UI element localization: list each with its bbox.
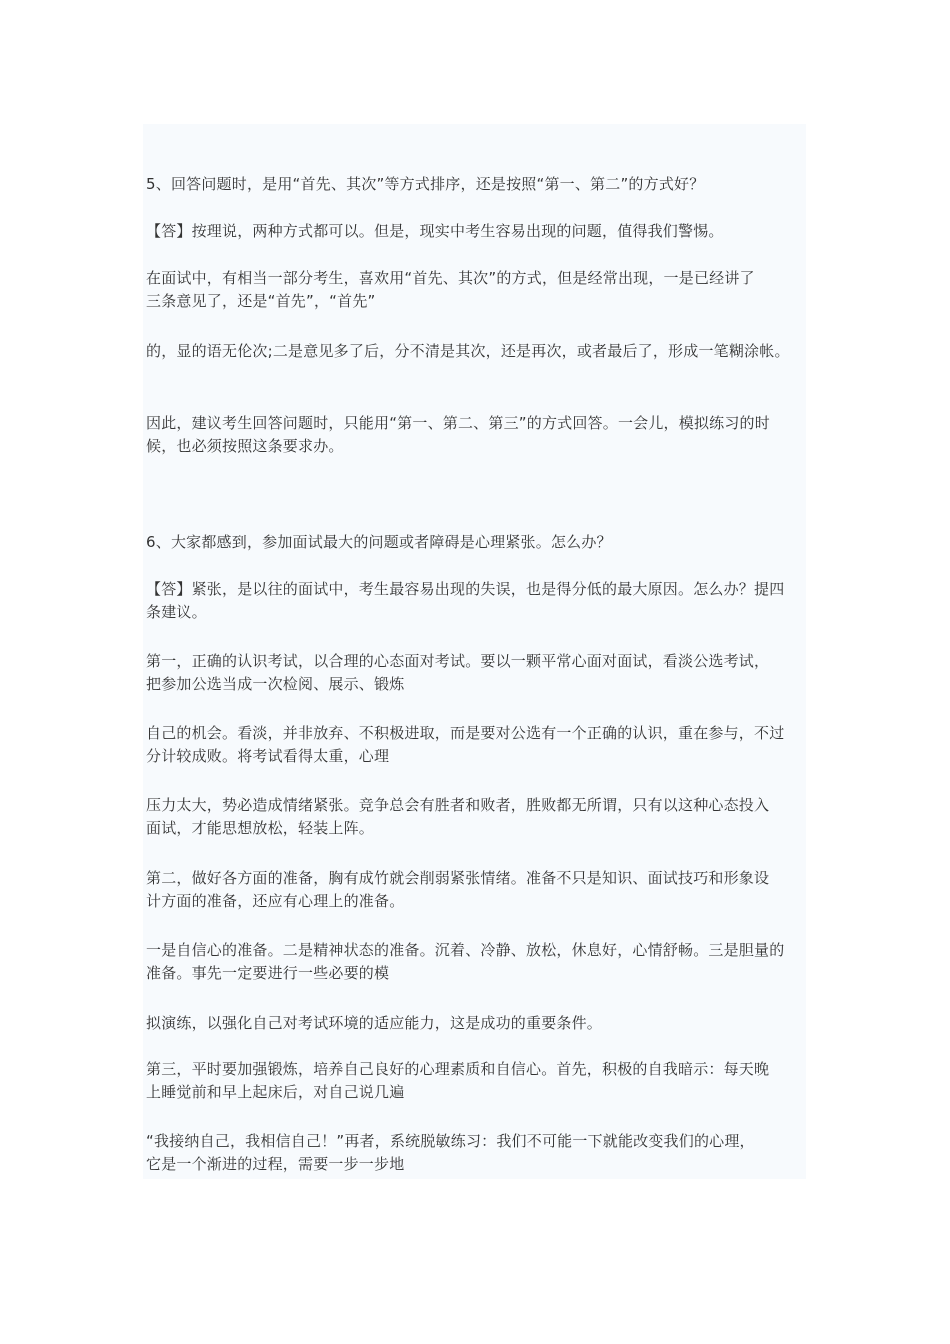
answer-6-paragraph-8: 第三，平时要加强锻炼，培养自己良好的心理素质和自信心。首先，积极的自我暗示：每天晚 上睡觉前和早上起床后，对自己说几遍 (146, 1060, 770, 1101)
answer-6-paragraph-7: 拟演练，以强化自己对考试环境的适应能力，这是成功的重要条件。 (146, 1014, 603, 1032)
answer-6-paragraph-9: “我接纳自己，我相信自己！”再者，系统脱敏练习：我们不可能一下就能改变我们的心理， 它是一个渐进的过程，需要一步一步地 (146, 1132, 755, 1173)
answer-6-paragraph-1: 【答】紧张，是以往的面试中，考生最容易出现的失误，也是得分低的最大原因。怎么办？提四 条建议。 (146, 580, 785, 621)
answer-6-paragraph-4: 压力太大，势必造成情绪紧张。竞争总会有胜者和败者，胜败都无所谓，只有以这种心态投入 面试，才能思想放松，轻装上阵。 (146, 796, 770, 837)
question-5: 5、回答问题时，是用“首先、其次”等方式排序，还是按照“第一、第二”的方式好？ (146, 175, 705, 193)
answer-6-paragraph-5: 第二，做好各方面的准备，胸有成竹就会削弱紧张情绪。准备不只是知识、面试技巧和形象设 计方面的准备，还应有心理上的准备。 (146, 869, 770, 910)
answer-5-paragraph-2: 在面试中，有相当一部分考生，喜欢用“首先、其次”的方式，但是经常出现，一是已经讲了 三条意见了，还是“首先”，“首先” (146, 269, 755, 310)
answer-6-paragraph-2: 第一，正确的认识考试，以合理的心态面对考试。要以一颗平常心面对面试，看淡公选考试， 把参加公选当成一次检阅、展示、锻炼 (146, 652, 770, 693)
answer-6-paragraph-3: 自己的机会。看淡，并非放弃、不积极进取，而是要对公选有一个正确的认识，重在参与，不过 分计较成败。将考试看得太重，心理 (146, 724, 785, 765)
question-6: 6、大家都感到，参加面试最大的问题或者障碍是心理紧张。怎么办？ (146, 533, 612, 551)
answer-6-paragraph-6: 一是自信心的准备。二是精神状态的准备。沉着、冷静、放松，休息好，心情舒畅。三是胆量的 准备。事先一定要进行一些必要的模 (146, 941, 785, 982)
answer-5-paragraph-1: 【答】按理说，两种方式都可以。但是，现实中考生容易出现的问题，值得我们警惕。 (146, 222, 724, 240)
answer-5-paragraph-3: 的，显的语无伦次;二是意见多了后，分不清是其次，还是再次，或者最后了，形成一笔糊涂帐。 (146, 342, 790, 360)
answer-5-paragraph-4: 因此，建议考生回答问题时，只能用“第一、第二、第三”的方式回答。一会儿，模拟练习的时 候，也必须按照这条要求办。 (146, 414, 770, 455)
